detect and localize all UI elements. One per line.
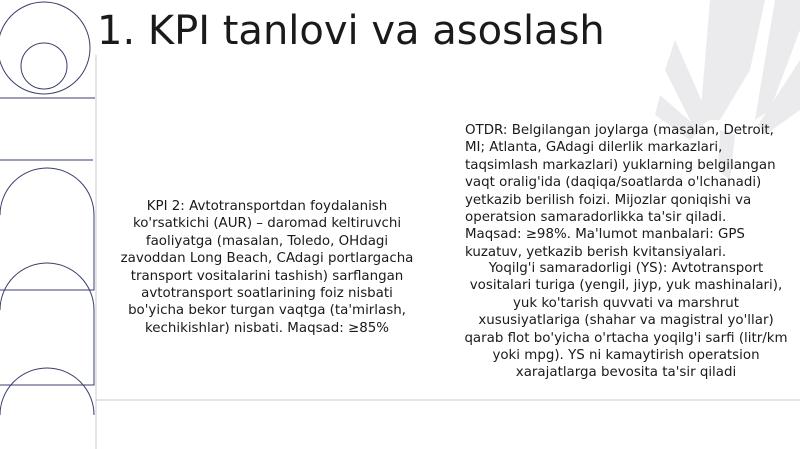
fuel-efficiency-text: Yoqilg'i samaradorligi (YS): Avtotransport vositalari turiga (yengil, jiyp, yuk mashinalari), yuk ko'tarish quvvati va marshrut xususiyatlariga (shahar va magistral yo'llar) qarab flot bo'yicha o'rtacha yoqilg'i sarfi (litr/km yoki mpg). YS ni kamaytirish operatsion xarajatlarga bevosita ta'sir qiladi bbox=[464, 261, 788, 381]
slide-title: 1. KPI tanlovi va asoslash bbox=[97, 8, 605, 54]
otdr-text: OTDR: Belgilangan joylarga (masalan, Detroit, MI; Atlanta, GAdagi dilerlik markazlari, taqsimlash markazlari) yuklarning belgilangan vaqt oralig'ida (daqiqa/soatlarda o'lchanadi) yetkazib berilish foizi. Mijozlar qoniqishi va operatsion samaradorlikka ta'sir qiladi. Maqsad: ≥98%. Ma'lumot manbalari: GPS kuzatuv, yetkazib berish kvitansiyalari. bbox=[465, 123, 776, 260]
kpi2-text: KPI 2: Avtotransportdan foydalanish ko'rsatkichi (AUR) – daromad keltiruvchi faoliyatga (masalan, Toledo, OHdagi zavoddan Long Beach, CAdagi portlargacha transport vositalarini tashish) sarflangan avtotransport soatlarining foiz nisbati bo'yicha bekor turgan vaqtga (ta'mirlash, kechikishlar) nisbati. Maqsad: ≥85% bbox=[120, 199, 414, 336]
